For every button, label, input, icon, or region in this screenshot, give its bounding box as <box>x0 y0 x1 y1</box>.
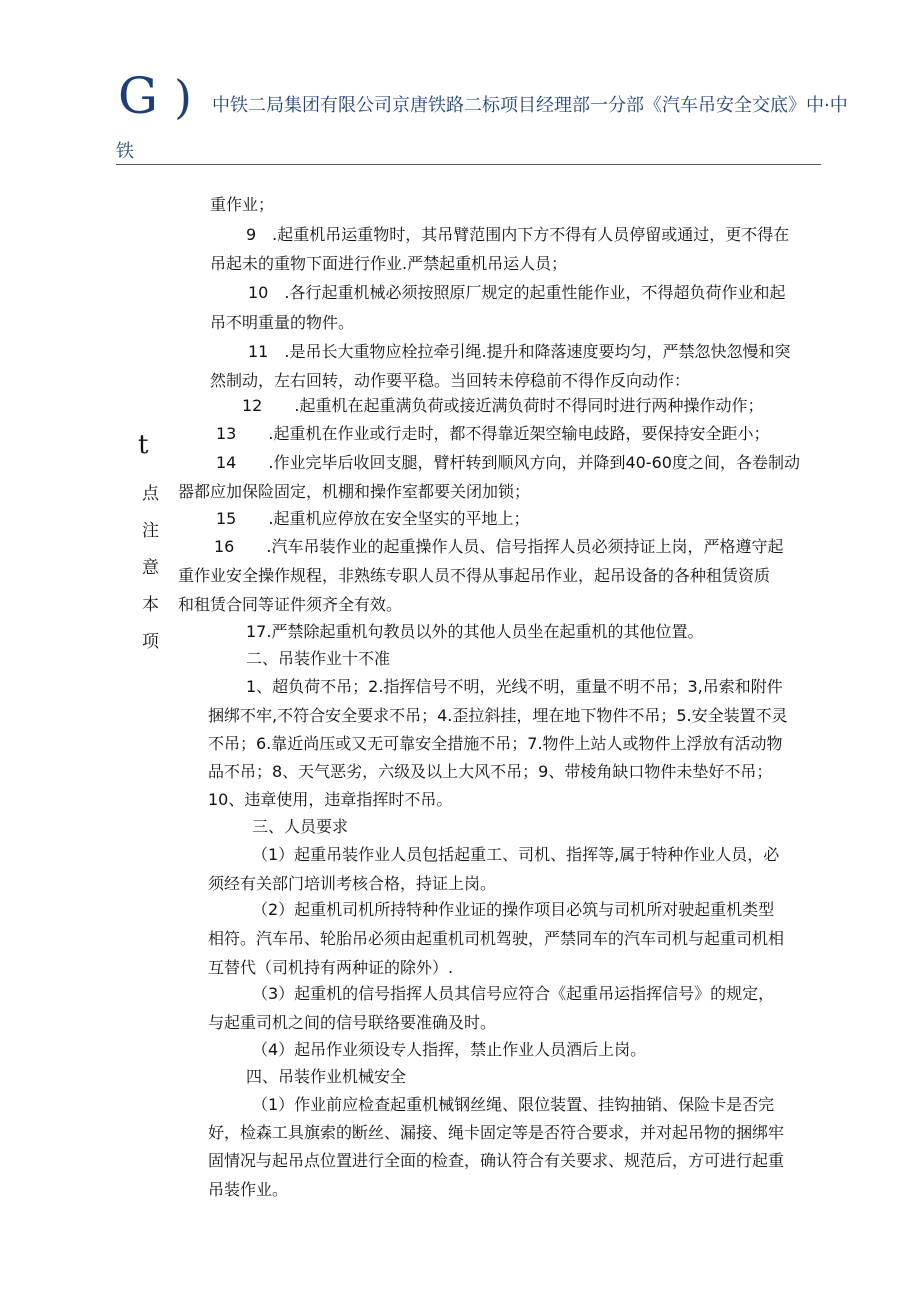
section-heading: 四、吊装作业机械安全 <box>246 1067 407 1086</box>
logo-paren: ) <box>173 70 194 124</box>
body-line: 互替代（司机持有两种证的除外）. <box>208 958 454 977</box>
body-line: 14 .作业完毕后收回支腿，臂杆转到顺风方向，并降到40-60度之间，各卷制动 <box>216 453 800 472</box>
document-header-title-continuation: 铁 <box>116 141 134 162</box>
body-line: 须经有关部门培训考核合格，持证上岗。 <box>208 874 497 893</box>
body-line: 吊起未的重物下面进行作业.严禁起重机吊运人员； <box>210 254 568 273</box>
body-line: 17.严禁除起重机句教员以外的其他人员坐在起重机的其他位置。 <box>246 622 704 641</box>
body-line: （1）起重吊装作业人员包括起重工、司机、指挥等,属于特种作业人员，必 <box>252 845 780 864</box>
body-line: 好，检森工具旗索的断丝、漏接、绳卡固定等是否符合要求，并对起吊物的捆绑牢 <box>208 1123 785 1142</box>
body-line: 与起重司机之间的信号联络要准确及时。 <box>208 1013 497 1032</box>
section-heading: 三、人员要求 <box>252 817 349 836</box>
body-line: 器都应加保险固定，机棚和操作室都要关闭加锁； <box>178 482 531 501</box>
body-line: （1）作业前应检查起重机械钢丝绳、限位装置、挂钩抽销、保险卡是否完 <box>252 1095 775 1114</box>
body-line: 品不吊；8、天气恶劣，六级及以上大风不吊；9、带棱角缺口物件未垫好不吊； <box>208 762 773 781</box>
sidebar-letter: t <box>138 430 149 460</box>
body-line: （4）起吊作业须设专人指挥，禁止作业人员酒后上岗。 <box>252 1040 647 1059</box>
body-line: 固情况与起吊点位置进行全面的检查，确认符合有关要求、规范后，方可进行起重 <box>208 1151 785 1170</box>
header-divider <box>116 164 821 165</box>
body-line: 1、超负荷不吊；2.指挥信号不明，光线不明，重量不明不吊；3,吊索和附件 <box>246 677 783 696</box>
body-line: 15 .起重机应停放在安全坚实的平地上； <box>216 509 530 528</box>
company-logo <box>118 68 194 125</box>
logo-letter: G <box>118 67 160 125</box>
body-line: 重作业； <box>210 195 275 214</box>
body-line: 和租赁合同等证件须齐全有效。 <box>178 595 403 614</box>
body-line: 13 .起重机在作业或行走时，都不得靠近架空输电歧路，要保持安全距小； <box>216 424 770 443</box>
body-line: 吊装作业。 <box>208 1180 289 1199</box>
section-heading: 二、吊装作业十不准 <box>246 649 391 668</box>
body-line: （3）起重机的信号指挥人员其信号应符合《起重吊运指挥信号》的规定， <box>252 984 775 1003</box>
body-line: 12 .起重机在起重满负荷或接近满负荷时不得同时进行两种操作动作； <box>242 396 764 415</box>
body-line: 重作业安全操作规程，非熟练专职人员不得从事起吊作业，起吊设备的各种租赁资质 <box>178 566 771 585</box>
body-line: 相符。汽车吊、轮胎吊必须由起重机司机驾驶，严禁同车的汽车司机与起重司机相 <box>208 929 785 948</box>
body-line: （2）起重机司机所持特种作业证的操作项目必筑与司机所对驶起重机类型 <box>252 900 775 919</box>
body-line: 捆绑不牢,不符合安全要求不吊；4.歪拉斜挂，埋在地下物件不吊；5.安全装置不灵 <box>208 706 788 725</box>
body-line: 16 .汽车吊装作业的起重操作人员、信号指挥人员必须持证上岗，严格遵守起 <box>214 537 784 556</box>
body-line: 10、违章使用，违章指挥时不吊。 <box>208 790 453 809</box>
body-line: 11 .是吊长大重物应栓拉牵引绳.提升和降落速度要均匀，严禁忽快忽慢和突 <box>248 342 791 361</box>
body-line: 10 .各行起重机械必须按照原厂规定的起重性能作业，不得超负荷作业和起 <box>248 283 786 302</box>
body-line: 吊不明重量的物件。 <box>210 313 355 332</box>
sidebar-vertical-text: 点注意本项 <box>142 484 159 652</box>
body-line: 不吊；6.靠近尚压或又无可靠安全措施不吊；7.物件上站人或物件上浮放有活动物 <box>208 734 783 753</box>
body-line: 然制动，左右回转，动作要平稳。当回转未停稳前不得作反向动作： <box>210 371 691 390</box>
document-header-title: 中铁二局集团有限公司京唐铁路二标项目经理部一分部《汽车吊安全交底》中·中 <box>212 95 848 116</box>
body-line: 9 .起重机吊运重物时，其吊臂范围内下方不得有人员停留或通过，更不得在 <box>246 225 790 244</box>
